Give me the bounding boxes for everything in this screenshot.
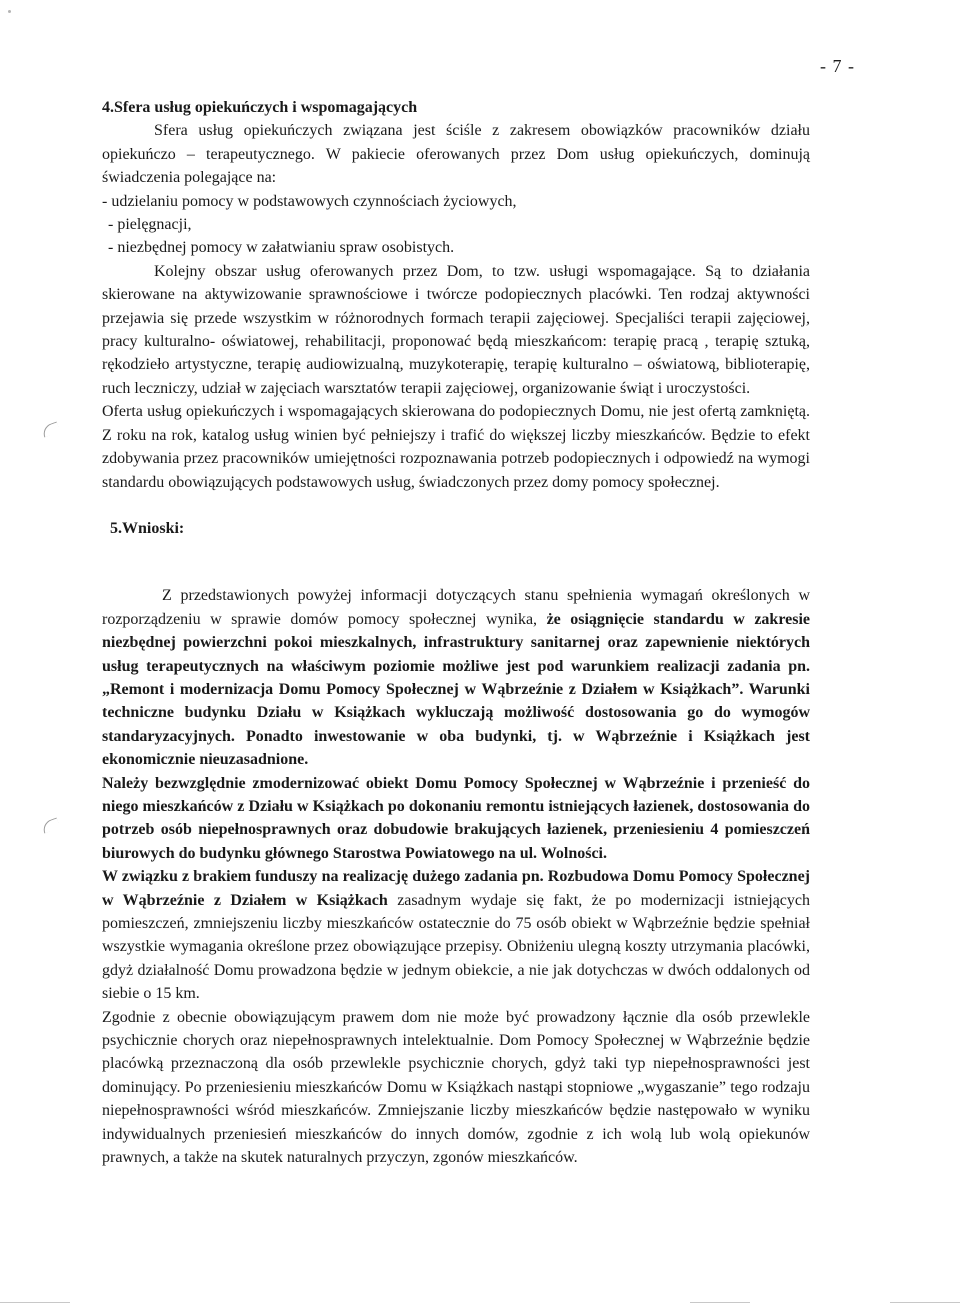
conclusion-text: Z przedstawionych powyżej informacji dotyczących stanu spełnienia wymagań określonych w rozporządzeniu w sprawie domów pomocy społecznej wynika,	[102, 587, 810, 628]
section-4-paragraph: Kolejny obszar usług oferowanych przez Dom, to tzw. usługi wspomagające. Są to działania skierowane na aktywizowanie sprawnościowe i twórcze podopiecznych placówki. Ten rodzaj aktywności przejawia się przede wszystkim w różnorodnych formach terapii zajęciowej. Specjaliści terapii zajęciowej, pracy kulturalno- oświatowej, rehabilitacji, proponować będą mieszkańcom: terapię pracą , terapię sztuką, rękodzieło artystyczne, terapię audiowizualną, muzykoterapię, terapię kulturalno – oświatową, biblioterapię, ruch leczniczy, udział w zajęciach warsztatów terapii zajęciowej, organizowanie świąt i uroczystości.	[102, 262, 810, 397]
conclusion-paragraph	[102, 584, 810, 771]
conclusion-text: zasadnym wydaje się fakt, że po modernizacji istniejących pomieszczeń, zmniejszeniu liczby mieszkańców ostatecznie do 75 osób obiekt w Wąbrzeźnie będzie spełniał wszystkie wymagania określone przez obowiązujące przepisy. Obniżeniu ulegną koszty utrzymania placówki, gdyż działalność Domu prowadzona będzie w jednym obiekcie, a nie jak dotychczas w dwóch oddalonych od siebie o 15 km.	[102, 891, 810, 1003]
conclusion-text-bold: Należy bezwzględnie zmodernizować obiekt Domu Pomocy Społecznej w Wąbrzeźnie i przenieść do niego mieszkańców z Działu w Książkach po dokonaniu remontu istniejących łazienek, dostosowania do potrzeb osób niepełnosprawnych oraz dobudowie brakujących łazienek, przeniesieniu 4 pomieszczeń biurowych do budynku głównego Starostwa Powiatowego na ul. Wolności.	[102, 774, 810, 862]
spacer	[102, 494, 810, 517]
section-4-heading: 4.Sfera usług opiekuńczych i wspomagających	[102, 99, 418, 116]
list-item: - udzielaniu pomocy w podstawowych czynnościach życiowych,	[102, 192, 517, 210]
conclusion-paragraph: Zgodnie z obecnie obowiązującym prawem dom nie może być prowadzony łącznie dla osób przewlekle psychicznie chorych oraz niepełnosprawnych intelektualnie. Dom Pomocy Społecznej w Wąbrzeźnie będzie placówką przeznaczoną dla osób przewlekle psychicznie chorych, gdyż taki typ niepełnosprawności jest dominujący. Po przeniesieniu mieszkańców Domu w Książkach nastąpi stopniowe „wygaszanie” tego rodzaju niepełnosprawności wśród mieszkańców. Zmniejszanie liczby mieszkańców będzie następowało w wyniku indywidualnych przeniesień mieszkańców do innych domów, zgodnie z ich wolą lub wolą opiekunów prawnych, a także na skutek naturalnych przyczyn, zgonów mieszkańców.	[102, 1008, 810, 1167]
scan-edge-line	[0, 1302, 70, 1303]
document-body	[102, 96, 810, 1169]
conclusion-paragraph	[102, 772, 810, 866]
list-item: - pielęgnacji,	[108, 216, 192, 234]
conclusion-text-bold: W związku z brakiem funduszy na realizację dużego zadania pn. Rozbudowa Domu Pomocy Społecznej w Wąbrzeźnie z Działem w Książkach	[102, 868, 810, 909]
section-4-intro: Sfera usług opiekuńczych związana jest ściśle z zakresem obowiązków pracowników działu opiekuńczo – terapeutycznego. W pakiecie oferowanych przez Dom usług opiekuńczych, dominują świadczenia polegające na:	[102, 122, 810, 187]
page-number: - 7 -	[820, 56, 855, 76]
margin-mark	[41, 817, 61, 833]
scan-edge-line	[890, 1302, 960, 1303]
conclusion-text-bold: że osiągnięcie standardu w zakresie niezbędnej powierzchni pokoi mieszkalnych, infrastruktury sanitarnej oraz zapewnienie niektórych usług terapeutycznych na właściwym poziomie możliwe jest pod warunkiem realizacji zadania pn. „Remont i modernizacja Domu Pomocy Społecznej w Wąbrzeźnie z Działem w Książkach”. Warunki techniczne budynku Działu w Książkach wykluczają możliwość dostosowania go do wymogów standaryzacyjnych. Ponadto inwestowanie w oba budynki, tj. w Wąbrzeźnie i Książkach jest ekonomicznie nieuzasadnione.	[102, 610, 811, 769]
scan-edge-line	[690, 1302, 750, 1303]
margin-mark	[41, 421, 61, 437]
conclusion-paragraph	[102, 865, 810, 1005]
list-item: - niezbędnej pomocy w załatwianiu spraw osobistych.	[108, 239, 455, 257]
section-5-heading: 5.Wnioski:	[110, 519, 185, 537]
scan-speck	[8, 10, 11, 13]
spacer	[102, 540, 810, 584]
section-4-paragraph: Oferta usług opiekuńczych i wspomagających skierowana do podopiecznych Domu, nie jest ofertą zamkniętą. Z roku na rok, katalog usług winien być pełniejszy i trafić do większej liczby mieszkańców. Będzie to efekt zdobywania przez pracowników umiejętności rozpoznawania potrzeb podopiecznych i odpowiedź na wymogi standardu obowiązujących podstawowych usług, świadczonych przez domy pomocy społecznej.	[102, 403, 810, 491]
